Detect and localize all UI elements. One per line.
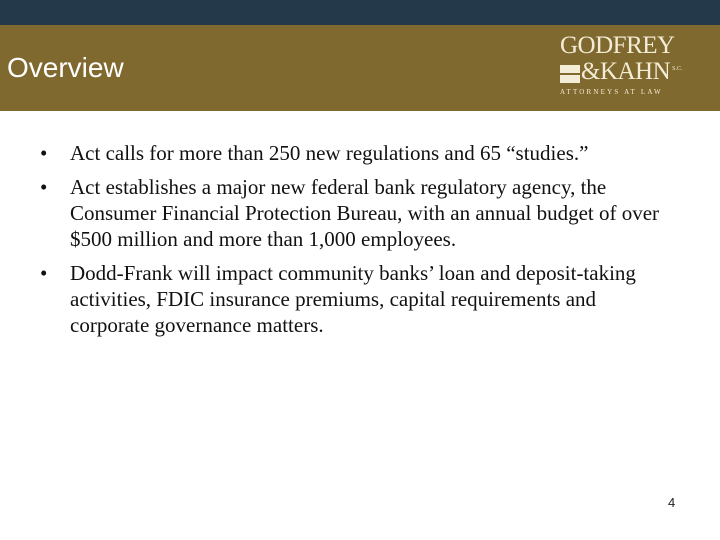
slide-title: Overview — [7, 52, 124, 83]
firm-logo — [560, 34, 683, 96]
logo-line2: &KAHN — [581, 58, 671, 85]
logo-bars-icon — [560, 65, 580, 83]
bullet-list — [30, 140, 680, 346]
logo-tagline: ATTORNEYS AT LAW — [560, 88, 663, 96]
logo-line1: GODFREY — [560, 32, 675, 59]
page-number: 4 — [668, 495, 676, 510]
bullet-item: • Dodd-Frank will impact community banks’ loan and deposit-taking activities, FDIC insurance premiums, capital requirements and corporate governance matters. — [30, 260, 680, 338]
bullet-item: • Act establishes a major new federal bank regulatory agency, the Consumer Financial Protection Bureau, with an annual budget of over $500 million and more than 1,000 employees. — [30, 174, 680, 252]
bullet-item: • Act calls for more than 250 new regulations and 65 “studies.” — [30, 140, 680, 166]
logo-suffix: S.C. — [672, 66, 683, 72]
top-bar — [0, 0, 720, 25]
